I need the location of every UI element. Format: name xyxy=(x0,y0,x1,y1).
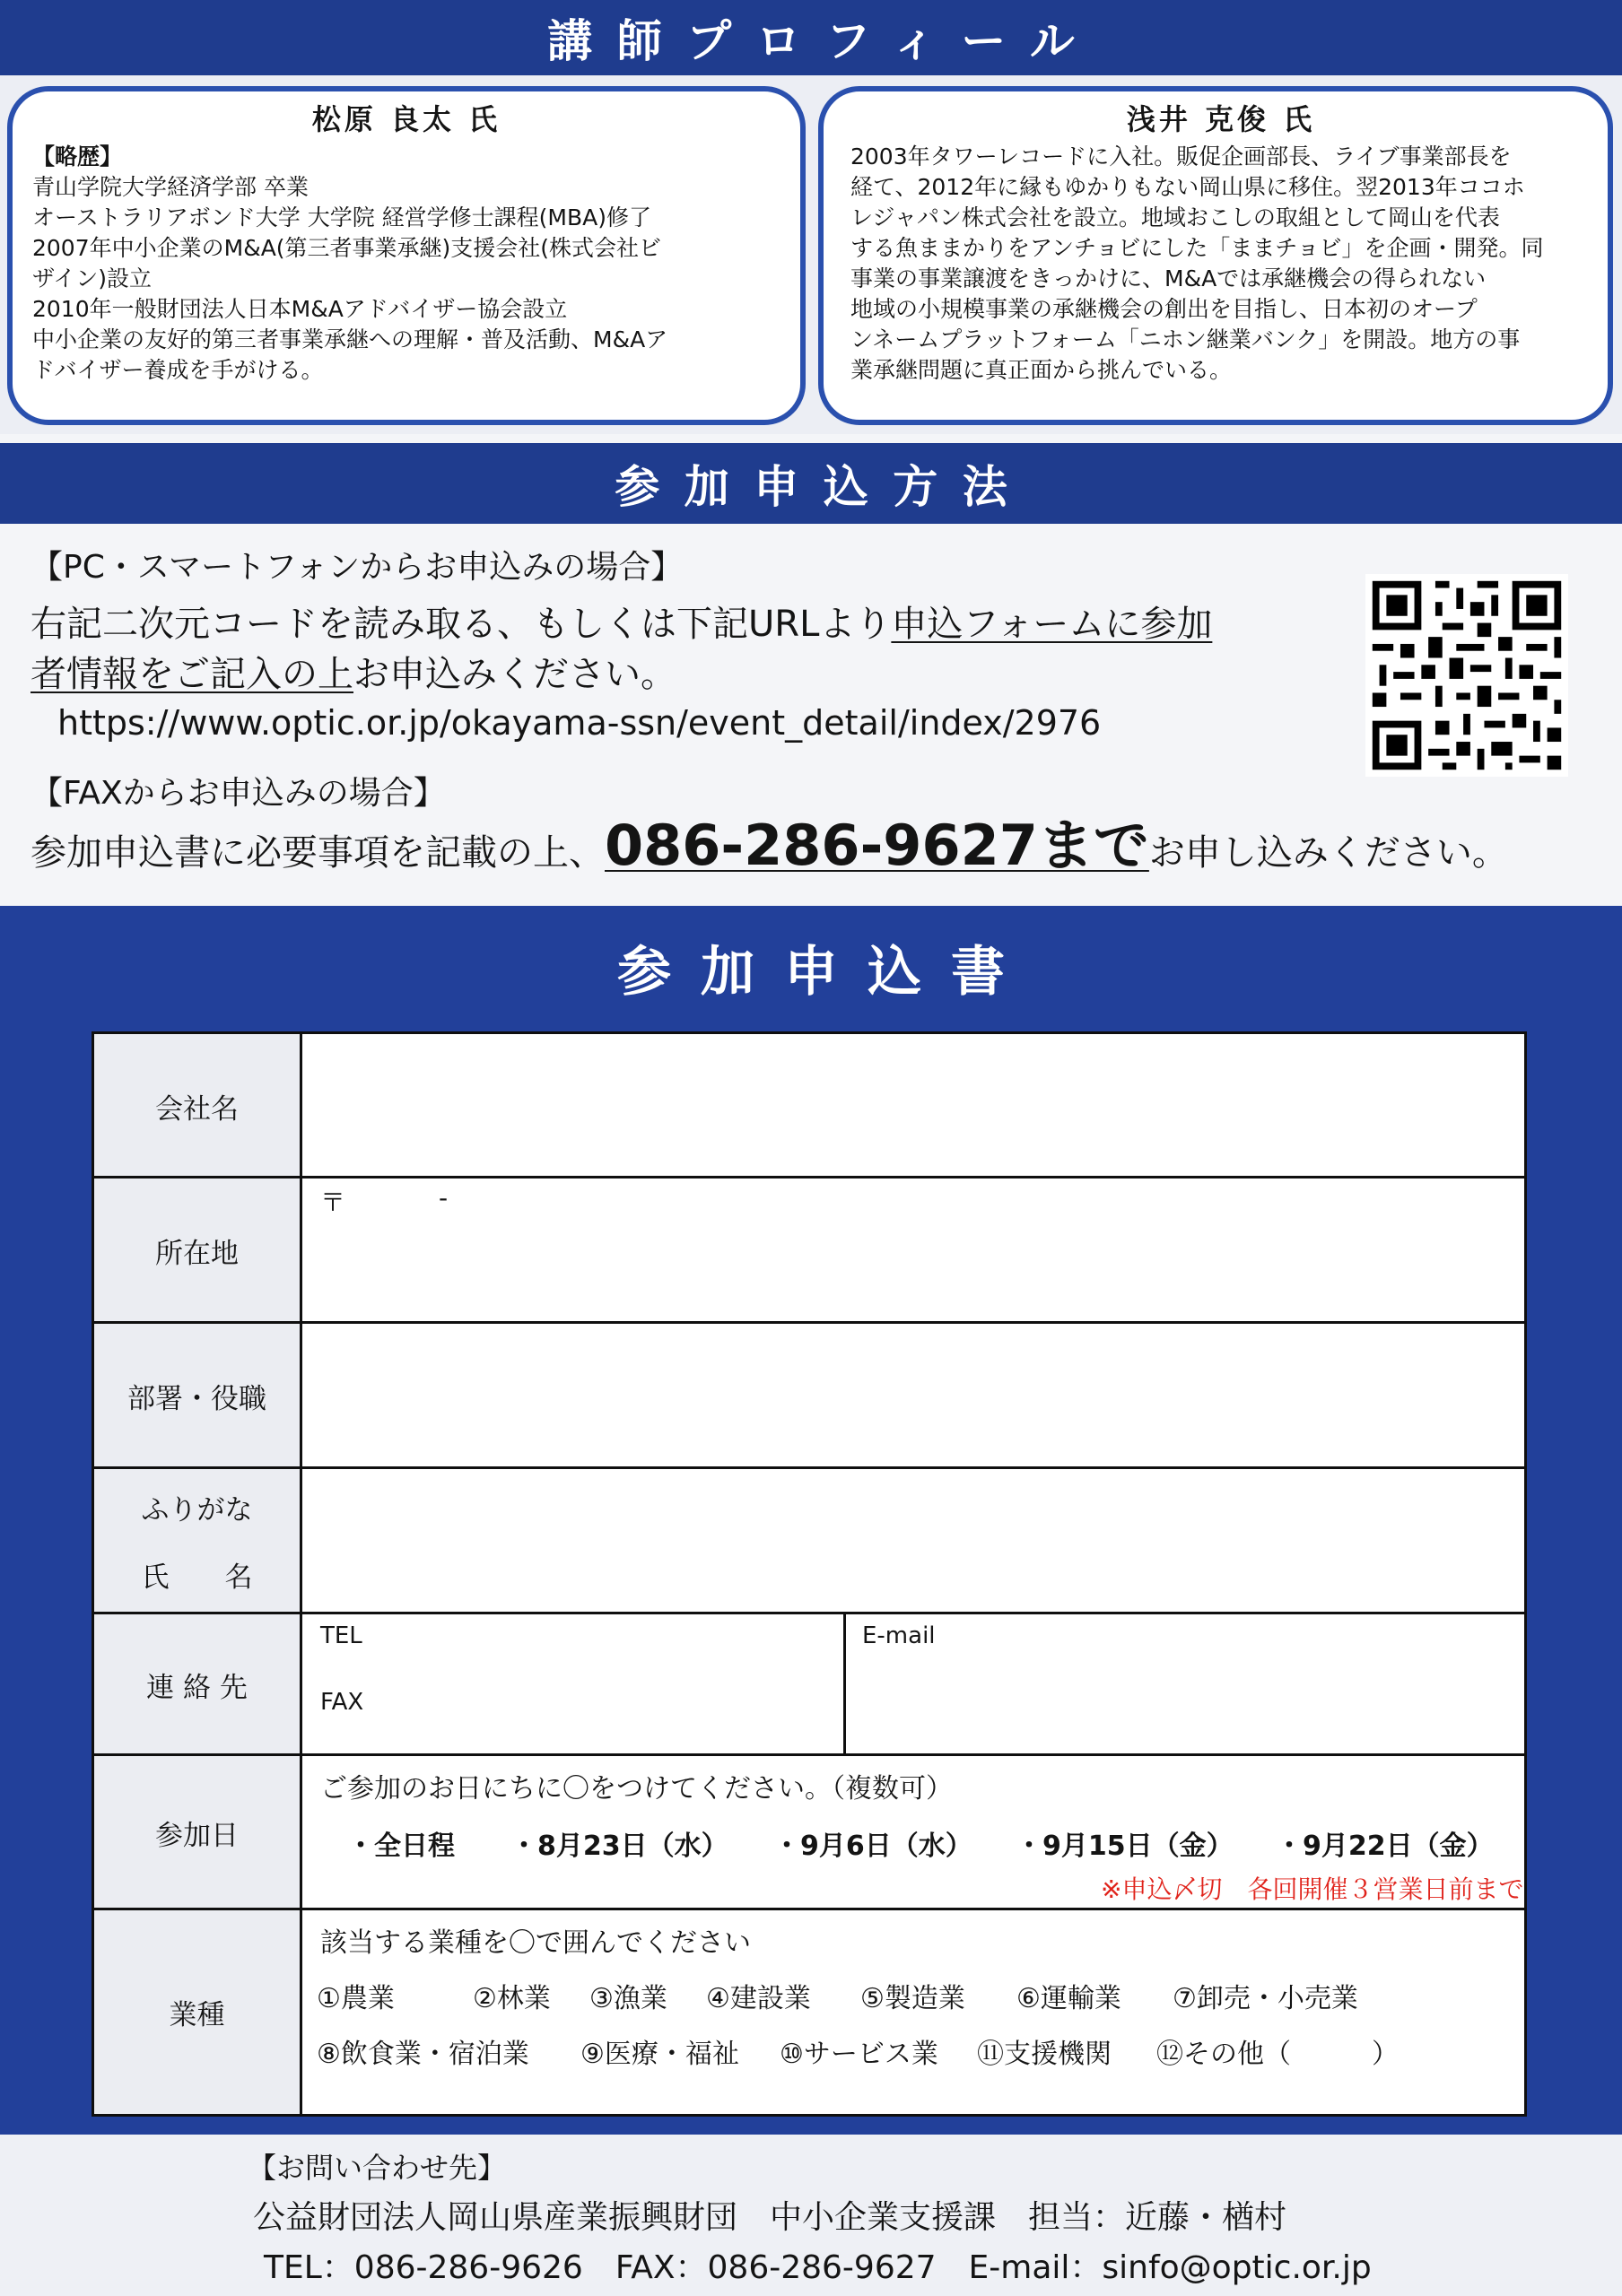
address-field[interactable] xyxy=(302,1178,1524,1321)
fax-instruction-pre: 参加申込書に必要事項を記載の上、 xyxy=(31,832,605,874)
profile-line: 中小企業の友好的第三者事業承継への理解・普及活動、M&Aア xyxy=(32,326,668,352)
fax-label: FAX xyxy=(320,1689,364,1716)
profile-line: 2003年タワーレコードに入社。販促企画部長、ライブ事業部長を xyxy=(850,144,1512,170)
name-label: 氏 名 xyxy=(141,1561,253,1594)
profile-line: ンネームプラットフォーム「ニホン継業バンク」を開設。地方の事 xyxy=(850,326,1521,352)
industry-instruction: 該当する業種を〇で囲んでください xyxy=(320,1927,751,1959)
industry-option[interactable]: ⑩サービス業 xyxy=(780,2039,938,2070)
deadline-note: ※申込〆切 各回開催３営業日前まで xyxy=(1101,1874,1524,1904)
contact-organization: 公益財団法人岡山県産業振興財団 中小企業支援課 担当：近藤・楢村 xyxy=(253,2199,1287,2236)
industry-option[interactable]: ⑤製造業 xyxy=(860,1983,965,2014)
date-option[interactable]: ・全日程 xyxy=(347,1831,455,1862)
profile-line: レジャパン株式会社を設立。地域おこしの取組として岡山を代表 xyxy=(850,204,1500,230)
profile-line: 業承継問題に真正面から挑んでいる。 xyxy=(850,357,1233,383)
speaker-name: 浅井 克俊 氏 xyxy=(1126,102,1316,136)
pc-instruction-text: お申込みください。 xyxy=(353,654,676,695)
contact-footer xyxy=(0,2135,1622,2296)
name-label-cell xyxy=(94,1468,302,1613)
date-label: 参加日 xyxy=(94,1755,302,1909)
industry-option[interactable]: ⑫その他（ ） xyxy=(1156,2039,1399,2070)
industry-label: 業種 xyxy=(94,1909,302,2114)
profile-card-asai xyxy=(818,86,1613,425)
fax-instruction xyxy=(31,814,1508,884)
contact-numbers: TEL：086-286-9626 FAX：086-286-9627 E-mail：sinfo@optic.or.jp xyxy=(264,2249,1372,2286)
form-title: 参加申込書 xyxy=(617,941,1034,1004)
fax-instruction-post: お申し込みください。 xyxy=(1148,832,1508,874)
postal-dash: - xyxy=(439,1183,449,1213)
tel-fax-field[interactable] xyxy=(302,1613,846,1753)
profile-line: 青山学院大学経済学部 卒業 xyxy=(32,174,309,200)
pc-instruction-line1 xyxy=(31,596,1212,647)
industry-option[interactable]: ④建設業 xyxy=(706,1983,811,2014)
industry-field xyxy=(302,1909,1524,2114)
profile-line: ドバイザー養成を手がける。 xyxy=(32,357,324,383)
postal-mark: 〒 xyxy=(320,1187,346,1217)
method-band-title: 参加申込方法 xyxy=(615,461,1033,513)
profile-line: 2010年一般財団法人日本M&Aアドバイザー協会設立 xyxy=(32,296,568,322)
department-field[interactable] xyxy=(302,1323,1524,1466)
profile-band-title: 講師プロフィール xyxy=(547,15,1100,67)
form-link-text[interactable]: 者情報をご記入の上 xyxy=(31,654,353,695)
industry-option[interactable]: ②林業 xyxy=(473,1983,551,2014)
profile-line: ザイン)設立 xyxy=(32,265,153,291)
date-field xyxy=(302,1755,1524,1908)
profile-line: 事業の事業譲渡をきっかけに、M&Aでは承継機会の得られない xyxy=(850,265,1487,291)
contact-heading: 【お問い合わせ先】 xyxy=(248,2151,507,2185)
date-option[interactable]: ・9月15日（金） xyxy=(1016,1831,1234,1862)
address-label: 所在地 xyxy=(94,1178,302,1323)
name-field[interactable] xyxy=(302,1468,1524,1612)
fax-number: 086-286-9627まで xyxy=(605,813,1149,878)
form-title-wrapper xyxy=(0,929,1622,1006)
contact-label: 連 絡 先 xyxy=(94,1613,302,1755)
profile-line: 地域の小規模事業の承継機会の創出を目指し、日本初のオープ xyxy=(850,296,1478,322)
email-field[interactable] xyxy=(846,1613,1524,1753)
industry-option[interactable]: ③漁業 xyxy=(589,1983,667,2014)
method-band xyxy=(0,443,1622,524)
profile-band xyxy=(0,0,1622,75)
profile-card-matsubara xyxy=(7,86,806,425)
qr-code-icon[interactable] xyxy=(1365,574,1568,777)
application-form xyxy=(92,1031,1527,2117)
profile-line: 経て、2012年に縁もゆかりもない岡山県に移住。翌2013年ココホ xyxy=(850,174,1525,200)
industry-option[interactable]: ⑧飲食業・宿泊業 xyxy=(317,2039,529,2070)
tel-label: TEL xyxy=(320,1622,362,1649)
profile-line: する魚ままかりをアンチョビにした「ままチョビ」を企画・開発。同 xyxy=(850,235,1544,261)
form-link-text[interactable]: 申込フォームに参加 xyxy=(891,604,1213,645)
profile-line: 2007年中小企業のM&A(第三者事業承継)支援会社(株式会社ビ xyxy=(32,235,662,261)
pc-heading: 【PC・スマートフォンからお申込みの場合】 xyxy=(31,549,684,586)
industry-option[interactable]: ①農業 xyxy=(317,1983,395,2014)
email-label: E-mail xyxy=(862,1622,936,1649)
industry-option[interactable]: ⑪支援機関 xyxy=(977,2039,1112,2070)
industry-option[interactable]: ⑦卸売・小売業 xyxy=(1173,1983,1358,2014)
registration-url[interactable]: https://www.optic.or.jp/okayama-ssn/event_detail/index/2976 xyxy=(57,703,1102,743)
company-label: 会社名 xyxy=(94,1034,302,1178)
industry-option[interactable]: ⑨医療・福祉 xyxy=(580,2039,739,2070)
date-option[interactable]: ・8月23日（水） xyxy=(510,1831,728,1862)
speaker-name: 松原 良太 氏 xyxy=(311,102,501,136)
date-option[interactable]: ・9月6日（水） xyxy=(773,1831,972,1862)
company-field[interactable] xyxy=(302,1034,1524,1176)
fax-heading: 【FAXからお申込みの場合】 xyxy=(31,775,446,812)
profile-line: 【略歴】 xyxy=(32,144,123,170)
pc-instruction-line2 xyxy=(31,646,676,697)
furigana-label: ふりがな xyxy=(141,1494,253,1526)
industry-option[interactable]: ⑥運輸業 xyxy=(1016,1983,1121,2014)
pc-instruction-text: 右記二次元コードを読み取る、もしくは下記URLより xyxy=(31,604,892,645)
date-instruction: ご参加のお日にちに〇をつけてください。（複数可） xyxy=(320,1773,953,1805)
department-label: 部署・役職 xyxy=(94,1323,302,1468)
date-option[interactable]: ・9月22日（金） xyxy=(1276,1831,1494,1862)
profile-line: オーストラリアボンド大学 大学院 経営学修士課程(MBA)修了 xyxy=(32,204,651,230)
